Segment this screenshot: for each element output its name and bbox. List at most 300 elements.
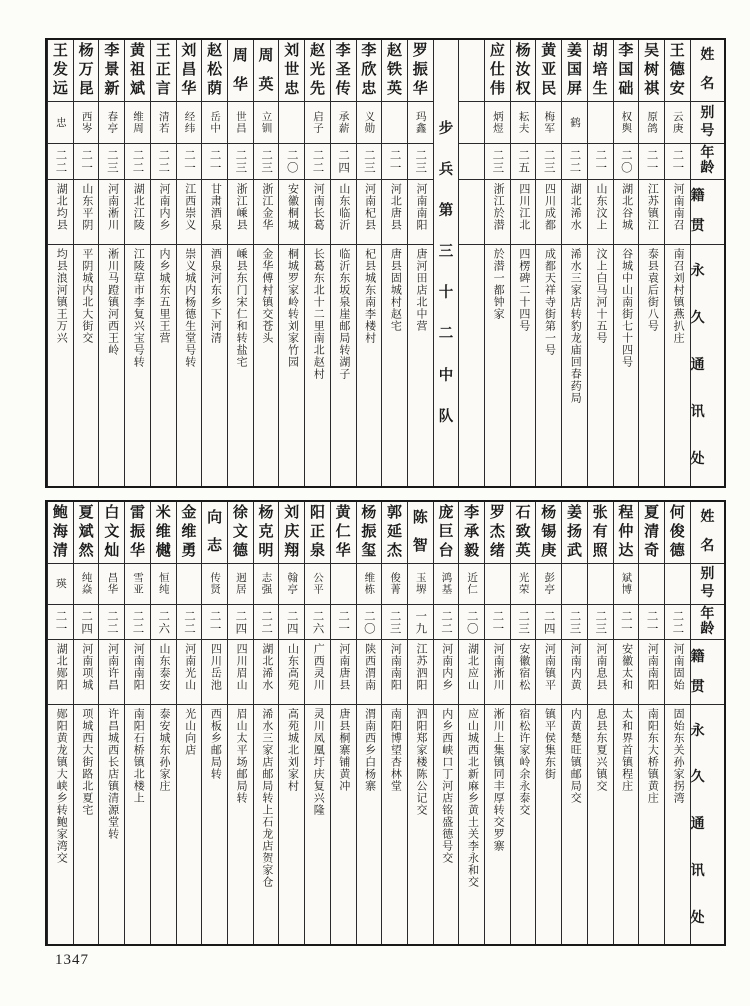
member-address: 太和界首镇程庄: [620, 708, 633, 793]
member-alias: 义勋: [357, 102, 382, 143]
member-address: 泗阳郑家楼陈公记交: [415, 708, 428, 817]
member-age: 二一: [614, 605, 639, 640]
member-column: [458, 502, 484, 944]
header-age-label: 年 龄: [691, 605, 724, 640]
member-native-place: 河南长葛: [305, 180, 330, 246]
member-address: 浠水三家店邮局转上石龙店贺家仓: [260, 708, 273, 889]
member-name: 李 圣 传: [331, 40, 356, 102]
member-age: 二一: [202, 605, 227, 640]
member-native-place: 湖北江陵: [125, 180, 150, 246]
member-name: 胡 培 生: [588, 40, 613, 102]
member-address: 四楞碑二十四号: [517, 248, 530, 333]
member-alias: [562, 564, 587, 605]
member-alias: 承薪: [331, 102, 356, 143]
member-address: 光山向店: [183, 708, 196, 757]
member-name: 陈 智: [408, 502, 433, 564]
member-name: 何 俊 德: [665, 502, 690, 564]
member-column: [124, 502, 150, 944]
member-address: 平阴城内北大街交: [80, 248, 93, 345]
member-age: 二三: [536, 144, 561, 180]
member-name: 黄 祖 斌: [125, 40, 150, 102]
member-column: [407, 502, 433, 944]
member-name: 刘 世 忠: [279, 40, 304, 102]
member-alias: [485, 564, 510, 605]
member-column: [638, 40, 664, 486]
member-column: [330, 502, 356, 944]
member-native-place: 河南淅川: [485, 640, 510, 705]
member-alias: 纯焱: [74, 564, 99, 605]
member-age: 二一: [639, 605, 664, 640]
member-alias: 经纬: [177, 102, 202, 143]
member-native-place: 安徽桐城: [279, 180, 304, 246]
member-alias: 迥居: [228, 564, 253, 605]
member-alias: 雪亚: [125, 564, 150, 605]
member-column: [510, 40, 536, 486]
member-age: 二一: [177, 144, 202, 180]
member-column: [304, 502, 330, 944]
member-age: 二一: [331, 605, 356, 640]
member-age: 二三: [511, 605, 536, 640]
member-column: [150, 502, 176, 944]
member-name: 张 有 照: [588, 502, 613, 564]
member-alias: [588, 564, 613, 605]
member-column: [98, 40, 124, 486]
member-native-place: 河南南召: [665, 180, 690, 246]
member-column: [638, 502, 664, 944]
member-alias: 春亭: [99, 102, 124, 143]
member-column: [587, 40, 613, 486]
member-age: 二三: [588, 605, 613, 640]
member-age: 二三: [99, 144, 124, 180]
member-address: 嵊县东门宋仁和转盐宅: [235, 248, 248, 369]
member-address: 淅川马蹬镇河西王岭: [106, 248, 119, 357]
member-name: [459, 40, 484, 102]
member-name: 向 志: [202, 502, 227, 564]
member-address: 於潜一都钟家: [492, 248, 505, 321]
member-alias: 鸿基: [434, 564, 459, 605]
member-age: 二二: [125, 144, 150, 180]
member-age: 二四: [74, 605, 99, 640]
member-address: 应山城西北新麻乡黄土关李永和交: [466, 708, 479, 889]
member-age: 二三: [228, 144, 253, 180]
member-address: 桐城罗家岭转刘家竹园: [286, 248, 299, 369]
member-age: 二二: [562, 144, 587, 180]
member-name: 程 仲 达: [614, 502, 639, 564]
member-column: [330, 40, 356, 486]
member-name: 杨 克 明: [254, 502, 279, 564]
member-name: 罗 振 华: [408, 40, 433, 102]
member-name: 夏 斌 然: [74, 502, 99, 564]
member-alias: 世昌: [228, 102, 253, 143]
member-alias: 志强: [254, 564, 279, 605]
member-alias: 梅军: [536, 102, 561, 143]
header-address-label: 永 久 通 讯 处: [690, 723, 705, 926]
member-age: 二四: [228, 605, 253, 640]
member-native-place: 湖北浠水: [562, 180, 587, 246]
member-name: 周 华: [228, 40, 253, 102]
member-age: 二一: [665, 144, 690, 180]
member-column: [664, 502, 690, 944]
member-age: 二二: [434, 605, 459, 640]
member-column: [356, 40, 382, 486]
member-name: 鲍 海 清: [48, 502, 73, 564]
member-address: 南召刘村镇燕扒庄: [672, 248, 685, 345]
member-address: 浠水三家店转豹龙庙回春药局: [569, 248, 582, 405]
member-age: 二〇: [279, 144, 304, 180]
member-native-place: 湖北浠水: [254, 640, 279, 705]
member-native-place: 安徽宿松: [511, 640, 536, 705]
member-address: 西板乡邮局转: [209, 708, 222, 781]
member-native-place: 江苏泗阳: [408, 640, 433, 705]
member-address: 江陵草市李复兴宝号转: [132, 248, 145, 369]
member-name: 杨 万 昆: [74, 40, 99, 102]
member-age: 二二: [305, 144, 330, 180]
member-age: 一九: [408, 605, 433, 640]
member-column: [227, 40, 253, 486]
member-native-place: 江西崇义: [177, 180, 202, 246]
member-age: 二〇: [459, 605, 484, 640]
member-age: 二〇: [614, 144, 639, 180]
member-column: [561, 502, 587, 944]
member-age: 二二: [125, 605, 150, 640]
member-age: 二二: [151, 144, 176, 180]
member-name: 李 承 毅: [459, 502, 484, 564]
member-age: 二六: [305, 605, 330, 640]
member-alias: [382, 102, 407, 143]
member-age: 二四: [279, 605, 304, 640]
member-age: 二二: [177, 605, 202, 640]
member-column: [587, 502, 613, 944]
member-age: 二二: [99, 605, 124, 640]
member-address: 渭南西乡白杨寨: [363, 708, 376, 793]
member-name: 黄 亚 民: [536, 40, 561, 102]
member-native-place: 湖北均县: [48, 180, 73, 246]
member-alias: 鹤: [562, 102, 587, 143]
member-column: [253, 40, 279, 486]
member-alias: 玛鑫: [408, 102, 433, 143]
member-column: [73, 40, 99, 486]
member-native-place: 河南息县: [588, 640, 613, 705]
member-alias: [331, 564, 356, 605]
table-header-column: [690, 40, 724, 486]
member-column: [535, 40, 561, 486]
member-address: 宿松许家岭余永泰交: [517, 708, 530, 817]
member-native-place: 山东泰安: [151, 640, 176, 705]
member-alias: 彭亭: [536, 564, 561, 605]
header-alias-label: 别 号: [691, 564, 724, 605]
member-age: 二一: [485, 605, 510, 640]
member-name: 杨 锡 庚: [536, 502, 561, 564]
member-address: 唐县固城村赵宅: [389, 248, 402, 333]
member-name: 姜 扬 武: [562, 502, 587, 564]
member-column: [201, 502, 227, 944]
member-age: 二三: [408, 144, 433, 180]
member-address: 泰安城东孙家庄: [158, 708, 170, 793]
member-native-place: 山东平阴: [74, 180, 99, 246]
member-address: 泰县袁后街八号: [646, 248, 659, 333]
unit-title-column: [433, 40, 459, 486]
member-name: 白 文 灿: [99, 502, 124, 564]
member-name: 李 国 础: [614, 40, 639, 102]
member-native-place: 浙江嵊县: [228, 180, 253, 246]
member-native-place: 河北唐县: [382, 180, 407, 246]
member-name: 赵 松 荫: [202, 40, 227, 102]
member-address: [459, 245, 484, 486]
member-column: [253, 502, 279, 944]
member-address: 唐县桐寨铺黄冲: [337, 708, 350, 793]
member-address: 均县浪河镇王万兴: [55, 248, 68, 345]
member-native-place: 浙江於潜: [485, 180, 510, 246]
member-alias: 炳煜: [485, 102, 510, 143]
member-alias: 立钏: [254, 102, 279, 143]
member-address: 南阳石桥镇北楼上: [132, 708, 145, 805]
member-age: 二三: [485, 144, 510, 180]
member-name: 雷 振 华: [125, 502, 150, 564]
member-alias: 昌华: [99, 564, 124, 605]
member-native-place: 河南内黄: [562, 640, 587, 705]
member-address: 许昌城西长店镇清源堂转: [106, 708, 119, 841]
member-name: 罗 杰 绪: [485, 502, 510, 564]
member-native-place: 陕西渭南: [357, 640, 382, 705]
member-column: [561, 40, 587, 486]
member-column: [73, 502, 99, 944]
member-name: 刘 昌 华: [177, 40, 202, 102]
member-age: 二三: [562, 605, 587, 640]
page-content: [45, 38, 726, 969]
member-address: 成都天祥寺街第一号: [543, 248, 556, 357]
member-name: 周 英: [254, 40, 279, 102]
member-name: 金 维 勇: [177, 502, 202, 564]
member-alias: 俊菁: [382, 564, 407, 605]
member-age: 二一: [202, 144, 227, 180]
member-column: [381, 40, 407, 486]
member-name: 李 欣 忠: [357, 40, 382, 102]
member-name: 黄 仁 华: [331, 502, 356, 564]
member-column: [484, 502, 510, 944]
member-address: 长葛东北十二里南北赵村: [312, 248, 325, 381]
member-alias: 原鸽: [639, 102, 664, 143]
member-native-place: 河南内乡: [434, 640, 459, 705]
member-alias: 传贤: [202, 564, 227, 605]
member-address: 镇平侯集东街: [543, 708, 556, 781]
member-alias: 瑛: [48, 564, 73, 605]
member-native-place: 安徽太和: [614, 640, 639, 705]
member-native-place: [459, 180, 484, 246]
member-column: [484, 40, 510, 486]
member-age: 二四: [331, 144, 356, 180]
member-column: [150, 40, 176, 486]
member-column: [613, 502, 639, 944]
member-alias: 近仁: [459, 564, 484, 605]
member-column: [98, 502, 124, 944]
member-name: 应 仕 伟: [485, 40, 510, 102]
member-address: 固始东关孙家拐湾: [672, 708, 685, 805]
member-age: 二三: [382, 605, 407, 640]
member-column: [124, 40, 150, 486]
member-age: 二一: [639, 144, 664, 180]
member-native-place: 河南光山: [177, 640, 202, 705]
member-age: 二〇: [357, 605, 382, 640]
member-alias: [177, 564, 202, 605]
member-name: 赵 光 先: [305, 40, 330, 102]
member-age: 二一: [588, 144, 613, 180]
member-alias: 西岑: [74, 102, 99, 143]
member-native-place: 河南镇平: [536, 640, 561, 705]
member-alias: 维栋: [357, 564, 382, 605]
member-column: [433, 502, 459, 944]
member-native-place: 河南唐县: [331, 640, 356, 705]
member-age: 二六: [151, 605, 176, 640]
member-alias: [279, 102, 304, 143]
member-address: 酒泉河东乡下河清: [209, 248, 222, 345]
member-native-place: 河南南阳: [125, 640, 150, 705]
member-name: 李 景 新: [99, 40, 124, 102]
member-column: [227, 502, 253, 944]
member-age: 二二: [48, 144, 73, 180]
member-alias: [459, 102, 484, 143]
member-native-place: 四川江北: [511, 180, 536, 246]
member-native-place: 山东汶上: [588, 180, 613, 246]
member-address: 郧阳黄龙镇大峡乡转鲍家湾交: [55, 708, 68, 865]
member-alias: [639, 564, 664, 605]
member-alias: [665, 564, 690, 605]
member-alias: 维周: [125, 102, 150, 143]
member-name: 刘 庆 翔: [279, 502, 304, 564]
member-age: 二三: [254, 144, 279, 180]
member-age: 二一: [382, 144, 407, 180]
member-native-place: 河南内乡: [151, 180, 176, 246]
member-native-place: 山东临沂: [331, 180, 356, 246]
member-address: 南阳博望杏林堂: [389, 708, 402, 793]
member-age: 二五: [511, 144, 536, 180]
header-name-label: 姓 名: [691, 40, 724, 102]
member-column: [201, 40, 227, 486]
member-native-place: 浙江金华: [254, 180, 279, 246]
member-address: 唐河田店北中营: [415, 248, 428, 333]
member-column: [176, 40, 202, 486]
member-name: 王 德 安: [665, 40, 690, 102]
member-address: 谷城中山南街七十四号: [620, 248, 633, 369]
member-native-place: 河南项城: [74, 640, 99, 705]
member-name: 王 正 言: [151, 40, 176, 102]
member-native-place: 河南南阳: [382, 640, 407, 705]
member-name: 米 维 樾: [151, 502, 176, 564]
header-alias-label: 别 号: [691, 102, 724, 143]
member-address: 金华傅村镇交苍头: [260, 248, 273, 345]
member-name: 郭 延 杰: [382, 502, 407, 564]
member-address: 南阳东大桥镇黄庄: [646, 708, 659, 805]
member-age: 二一: [74, 144, 99, 180]
member-column: [458, 40, 484, 486]
member-alias: 恒纯: [151, 564, 176, 605]
member-native-place: 河南淅川: [99, 180, 124, 246]
member-name: 石 致 英: [511, 502, 536, 564]
member-address: 内乡城东五里王营: [158, 248, 170, 345]
member-native-place: 湖北谷城: [614, 180, 639, 246]
member-column: [664, 40, 690, 486]
member-name: 夏 清 奇: [639, 502, 664, 564]
member-name: 王 发 远: [48, 40, 73, 102]
member-native-place: 湖北应山: [459, 640, 484, 705]
member-column: [47, 40, 73, 486]
header-age-label: 年 龄: [691, 144, 724, 180]
header-native-label: 籍 贯: [691, 640, 724, 705]
member-name: 庞 巨 台: [434, 502, 459, 564]
member-column: [356, 502, 382, 944]
member-column: [535, 502, 561, 944]
member-address: 淅川上集镇同丰厚转交罗寨: [492, 708, 505, 853]
member-native-place: 四川岳池: [202, 640, 227, 705]
header-address-label: 永 久 通 讯 处: [690, 263, 705, 468]
member-alias: 启子: [305, 102, 330, 143]
member-address: 汶上白马河十五号: [594, 248, 607, 345]
member-alias: 权舆: [614, 102, 639, 143]
member-address: 项城西大街路北夏宅: [80, 708, 93, 817]
member-native-place: 河南杞县: [357, 180, 382, 246]
member-address: 灵川凤凰圩庆复兴隆: [312, 708, 325, 817]
page-number: 1347: [55, 952, 89, 968]
member-address: 内乡西峡口丁河店铭盛德号交: [440, 708, 453, 865]
roster-table-top: [45, 38, 726, 488]
member-column: [176, 502, 202, 944]
member-column: [613, 40, 639, 486]
member-address: 高苑城北刘家村: [286, 708, 299, 793]
member-name: 吴 树 祺: [639, 40, 664, 102]
member-address: 息县东夏兴镇交: [594, 708, 607, 793]
member-age: 二二: [254, 605, 279, 640]
member-name: 姜 国 屏: [562, 40, 587, 102]
member-native-place: 河南南阳: [408, 180, 433, 246]
member-age: 二三: [357, 144, 382, 180]
member-name: 赵 铁 英: [382, 40, 407, 102]
member-address: 崇义城内杨德生堂号转: [183, 248, 196, 369]
member-native-place: 山东高苑: [279, 640, 304, 705]
member-column: [304, 40, 330, 486]
member-alias: 光荣: [511, 564, 536, 605]
member-age: 二一: [48, 605, 73, 640]
table-header-column: [690, 502, 724, 944]
member-alias: 耘夫: [511, 102, 536, 143]
member-name: 阳 正 泉: [305, 502, 330, 564]
header-name-label: 姓 名: [691, 502, 724, 564]
member-native-place: 河南许昌: [99, 640, 124, 705]
member-column: [510, 502, 536, 944]
member-native-place: 四川成都: [536, 180, 561, 246]
member-alias: 公平: [305, 564, 330, 605]
member-alias: 斌博: [614, 564, 639, 605]
member-column: [407, 40, 433, 486]
member-age: 二二: [665, 605, 690, 640]
member-address: 临沂东坂泉崖邮局转湖子: [337, 248, 350, 381]
member-native-place: 湖北郧阳: [48, 640, 73, 705]
member-alias: 翰亭: [279, 564, 304, 605]
member-name: 杨 汝 权: [511, 40, 536, 102]
member-native-place: 甘肃酒泉: [202, 180, 227, 246]
roster-table-bottom: [45, 500, 726, 946]
member-native-place: 广西灵川: [305, 640, 330, 705]
member-column: [278, 40, 304, 486]
member-native-place: 四川眉山: [228, 640, 253, 705]
member-native-place: 江苏镇江: [639, 180, 664, 246]
member-age: [459, 144, 484, 180]
member-alias: [588, 102, 613, 143]
member-age: 二四: [536, 605, 561, 640]
member-native-place: 河南固始: [665, 640, 690, 705]
member-alias: 岳中: [202, 102, 227, 143]
member-name: 杨 振 玺: [357, 502, 382, 564]
member-address: 眉山太平场邮局转: [235, 708, 248, 805]
member-name: 徐 文 德: [228, 502, 253, 564]
